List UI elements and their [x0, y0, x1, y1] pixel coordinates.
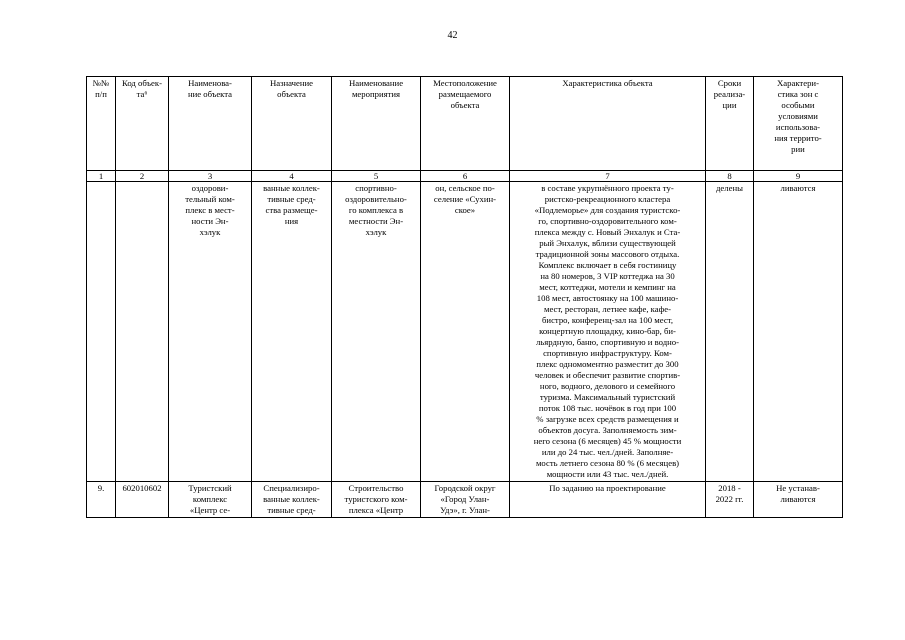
column-number: 7 — [510, 171, 706, 182]
object-purpose: Специализиро- ванные коллек- тивные сред- — [252, 482, 332, 518]
object-name: Туристский комплекс «Центр се- — [169, 482, 252, 518]
object-name: оздорови- тельный ком- плекс в мест- ности Эн- хэлук — [169, 182, 252, 482]
header-row — [87, 77, 843, 171]
header-cell-name: Наименова- ние объекта — [169, 77, 252, 171]
object-purpose: ванные коллек- тивные сред- ства размеще- ния — [252, 182, 332, 482]
row-number: 9. — [87, 482, 116, 518]
implementation-terms: 2018 - 2022 гг. — [706, 482, 754, 518]
event-name: спортивно- оздоровительно- го комплекса в местности Эн- хэлук — [332, 182, 421, 482]
header-cell-num: №№ п/п — [87, 77, 116, 171]
object-code: 602010602 — [116, 482, 169, 518]
object-location: он, сельское по- селение «Сухин- ское» — [421, 182, 510, 482]
column-number: 6 — [421, 171, 510, 182]
objects-table — [86, 76, 843, 518]
object-location: Городской округ «Город Улан- Удэ», г. Улан- — [421, 482, 510, 518]
header-cell-terms: Сроки реализа- ции — [706, 77, 754, 171]
column-number: 2 — [116, 171, 169, 182]
object-characteristics: По заданию на проектирование — [510, 482, 706, 518]
table-row — [87, 482, 843, 518]
header-cell-characteristics: Характеристика объекта — [510, 77, 706, 171]
special-zones: ливаются — [754, 182, 843, 482]
column-number: 4 — [252, 171, 332, 182]
special-zones: Не устанав- ливаются — [754, 482, 843, 518]
event-name: Строительство туристского ком- плекса «Центр — [332, 482, 421, 518]
column-number: 8 — [706, 171, 754, 182]
header-cell-code: Код объек- та⁶ — [116, 77, 169, 171]
object-characteristics: в составе укрупнённого проекта ту- ристско-рекреационного кластера «Подлеморье» для создания туристско- го, спортивно-оздоровительного ком- плекса между с. Новый Энхалук и Ста- рый Энхалук, вблизи существующей традиционной зоны массового отдыха. Комплекс включает в себя гостиницу на 80 номеров, 3 VIP коттеджа на 30 мест, коттеджи, мотели и кемпинг на 108 мест, автостоянку на 100 машино- мест, ресторан, летнее кафе, кафе- бистро, конференц-зал на 100 мест, концертную площадку, кино-бар, би- льярдную, баню, спортивную и водно- спортивную инфраструктуру. Ком- плекс одномоментно разместит до 300 человек и обеспечит развитие спортив- ного, водного, делового и семейного туризма. Максимальный туристский поток 108 тыс. ночёвок в год при 100 % загрузке всех средств размещения и объектов досуга. Заполняемость зим- него сезона (6 месяцев) 45 % мощности или до 24 тыс. чел./дней. Заполняе- мость летнего сезона 80 % (6 месяцев) мощности или 43 тыс. чел./дней. — [510, 182, 706, 482]
page-number: 42 — [447, 30, 458, 41]
column-number-row — [87, 171, 843, 182]
header-cell-zones: Характери- стика зон с особыми условиями использова- ния террито- рии — [754, 77, 843, 171]
column-number: 9 — [754, 171, 843, 182]
header-cell-event: Наименование мероприятия — [332, 77, 421, 171]
object-code — [116, 182, 169, 482]
header-cell-purpose: Назначение объекта — [252, 77, 332, 171]
header-cell-location: Местоположение размещаемого объекта — [421, 77, 510, 171]
column-number: 5 — [332, 171, 421, 182]
row-number — [87, 182, 116, 482]
column-number: 3 — [169, 171, 252, 182]
implementation-terms: делены — [706, 182, 754, 482]
table-row — [87, 182, 843, 482]
column-number: 1 — [87, 171, 116, 182]
